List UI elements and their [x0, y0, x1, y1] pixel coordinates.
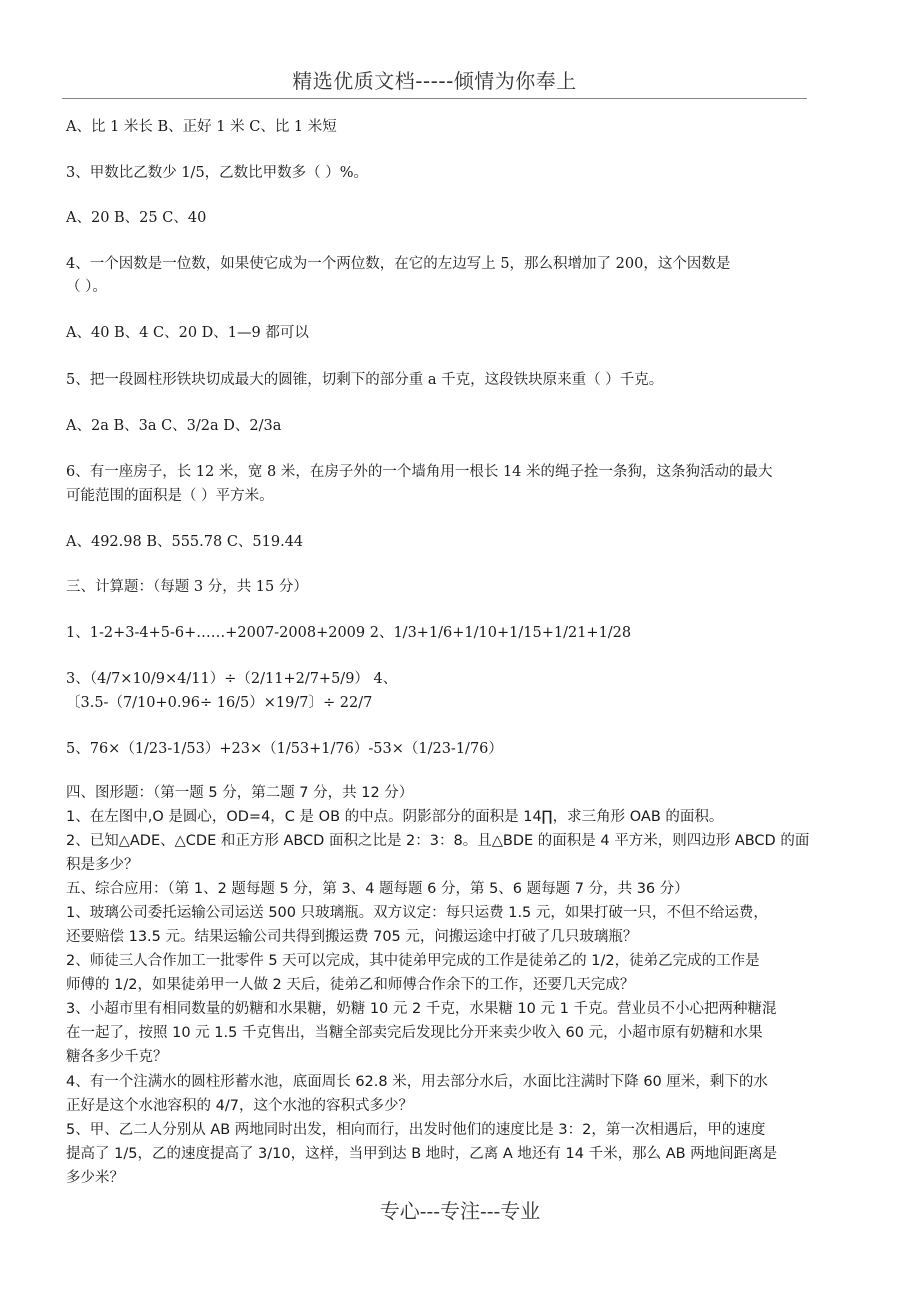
figure-question-2-line-2: 积是多少？ — [66, 857, 139, 873]
app-question-3-line-2: 在一起了，按照 10 元 1.5 千克售出，当糖全部卖完后发现比分开来卖少收入 60 元，小超市原有奶糖和水果 — [66, 1025, 763, 1041]
answer-options-q6: A、492.98 B、555.78 C、519.44 — [66, 534, 304, 550]
question-4-line-2: （ ）。 — [66, 279, 107, 295]
answer-options-q4: A、40 B、4 C、20 D、1—9 都可以 — [66, 325, 309, 341]
section-3-heading: 三、计算题：（每题 3 分，共 15 分） — [66, 579, 308, 595]
section-5-heading: 五、综合应用：（第 1、2 题每题 5 分，第 3、4 题每题 6 分，第 5、6 题每题 7 分，共 36 分） — [66, 881, 689, 897]
app-question-2-line-2: 师傅的 1/2，如果徒弟甲一人做 2 天后，徒弟乙和师傅合作余下的工作，还要几天完成？ — [66, 977, 635, 993]
question-6-line-1: 6、有一座房子，长 12 米，宽 8 米，在房子外的一个墙角用一根长 14 米的绳子拴一条狗，这条狗活动的最大 — [66, 464, 773, 480]
answer-options-q2: A、比 1 米长 B、正好 1 米 C、比 1 米短 — [66, 119, 337, 135]
app-question-3-line-1: 3、小超市里有相同数量的奶糖和水果糖，奶糖 10 元 2 千克，水果糖 10 元 1 千克。营业员不小心把两种糖混 — [66, 1001, 777, 1017]
section-4-heading: 四、图形题：（第一题 5 分，第二题 7 分，共 12 分） — [66, 785, 414, 801]
app-question-2-line-1: 2、师徒三人合作加工一批零件 5 天可以完成，其中徒弟甲完成的工作是徒弟乙的 1/2，徒弟乙完成的工作是 — [66, 953, 760, 969]
app-question-1-line-1: 1、玻璃公司委托运输公司运送 500 只玻璃瓶。双方议定：每只运费 1.5 元，如果打破一只，不但不给运费， — [66, 905, 768, 921]
app-question-3-line-3: 糖各多少千克？ — [66, 1049, 168, 1065]
figure-question-1: 1、在左图中,O 是圆心，OD=4，C 是 OB 的中点。阴影部分的面积是 14∏，求三角形 OAB 的面积。 — [66, 809, 724, 825]
app-question-4-line-2: 正好是这个水池容积的 4/7，这个水池的容积式多少？ — [66, 1098, 413, 1114]
app-question-1-line-2: 还要赔偿 13.5 元。结果运输公司共得到搬运费 705 元，问搬运途中打破了几只玻璃瓶？ — [66, 929, 638, 945]
question-5: 5、把一段圆柱形铁块切成最大的圆锥，切剩下的部分重 a 千克，这段铁块原来重（ ）千克。 — [66, 372, 664, 388]
app-question-5-line-3: 多少米？ — [66, 1170, 124, 1186]
question-3: 3、甲数比乙数少 1/5，乙数比甲数多（ ）%。 — [66, 165, 369, 181]
app-question-5-line-1: 5、甲、乙二人分别从 AB 两地同时出发，相向而行，出发时他们的速度比是 3：2，第一次相遇后，甲的速度 — [66, 1122, 766, 1138]
calc-3-4: 3、（4/7×10/9×4/11）÷（2/11+2/7+5/9） 4、 — [66, 671, 398, 687]
question-6-line-2: 可能范围的面积是（ ）平方米。 — [66, 488, 274, 504]
calc-4-expression: 〔3.5-（7/10+0.96÷ 16/5）×19/7〕÷ 22/7 — [66, 695, 373, 711]
app-question-4-line-1: 4、有一个注满水的圆柱形蓄水池，底面周长 62.8 米，用去部分水后，水面比注满时下降 60 厘米，剩下的水 — [66, 1074, 768, 1090]
page-header: 精选优质文档-----倾情为你奉上 — [62, 66, 807, 99]
app-question-5-line-2: 提高了 1/5，乙的速度提高了 3/10，这样，当甲到达 B 地时，乙离 A 地还有 14 千米，那么 AB 两地间距离是 — [66, 1146, 778, 1162]
answer-options-q5: A、2a B、3a C、3/2a D、2/3a — [66, 418, 282, 434]
calc-1-2: 1、1-2+3-4+5-6+……+2007-2008+2009 2、1/3+1/6+1/10+1/15+1/21+1/28 — [66, 625, 632, 641]
question-4-line-1: 4、一个因数是一位数，如果使它成为一个两位数，在它的左边写上 5，那么积增加了 200，这个因数是 — [66, 256, 731, 272]
calc-5: 5、76×（1/23-1/53）+23×（1/53+1/76）-53×（1/23-1/76） — [66, 741, 503, 757]
figure-question-2-line-1: 2、已知△ADE、△CDE 和正方形 ABCD 面积之比是 2：3：8。且△BDE 的面积是 4 平方米，则四边形 ABCD 的面 — [66, 833, 810, 849]
page-footer: 专心---专注---专业 — [379, 1199, 541, 1223]
answer-options-q3: A、20 B、25 C、40 — [66, 210, 207, 226]
